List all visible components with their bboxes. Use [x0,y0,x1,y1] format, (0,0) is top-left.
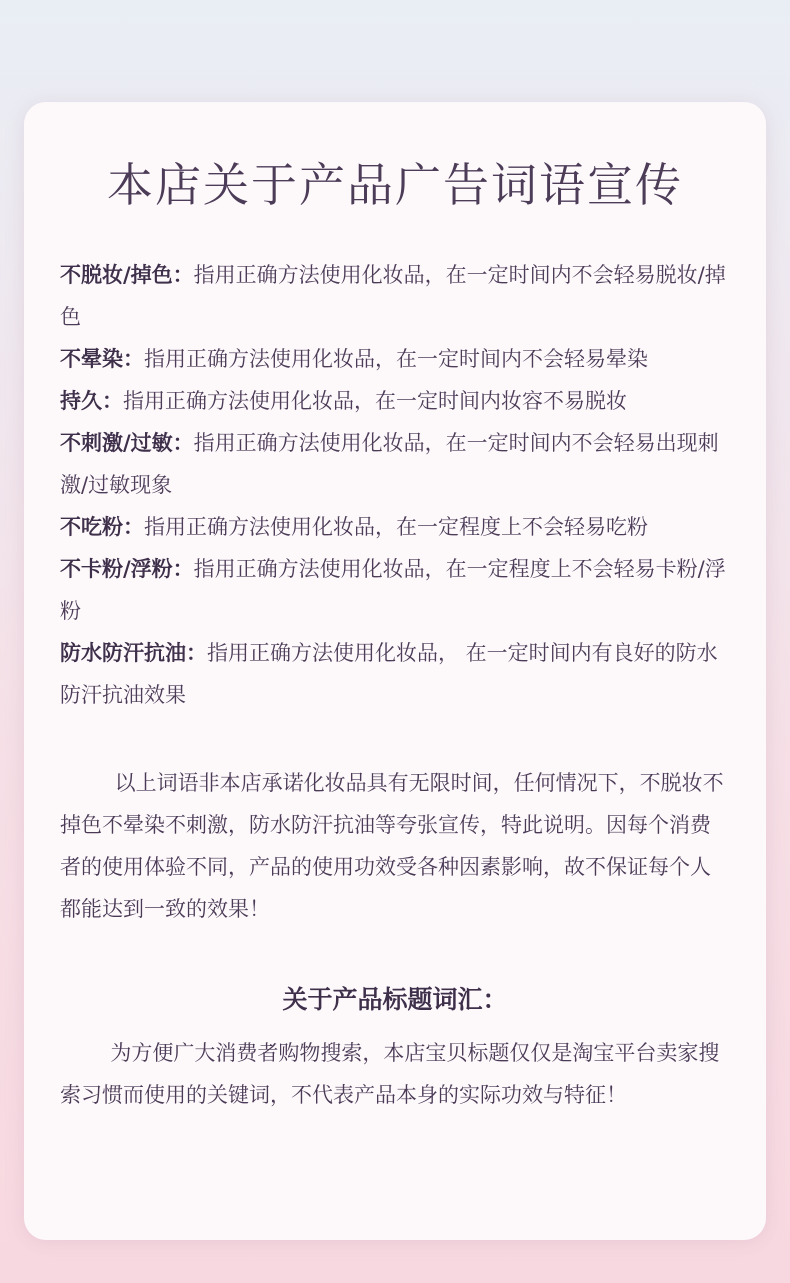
term-text: 指用正确方法使用化妆品，在一定时间内不会轻易晕染 [144,347,648,371]
term-label: 防水防汗抗油： [60,641,207,665]
term-item [60,254,730,338]
title-notice-paragraph: 为方便广大消费者购物搜索，本店宝贝标题仅仅是淘宝平台卖家搜索习惯而使用的关键词，不代表产品本身的实际功效与特征！ [60,1041,720,1107]
term-text: 指用正确方法使用化妆品，在一定时间内不会轻易脱妆/掉色 [60,263,726,329]
term-item [60,422,730,506]
term-text: 指用正确方法使用化妆品， 在一定时间内有良好的防水防汗抗油效果 [60,641,718,707]
term-item [60,506,730,548]
term-label: 不卡粉/浮粉： [60,557,194,581]
term-text: 指用正确方法使用化妆品，在一定时间内不会轻易出现刺激/过敏现象 [60,431,719,497]
term-text: 指用正确方法使用化妆品，在一定时间内妆容不易脱妆 [123,389,627,413]
term-item [60,632,730,716]
term-label: 不脱妆/掉色： [60,263,194,287]
term-text: 指用正确方法使用化妆品，在一定程度上不会轻易卡粉/浮粉 [60,557,726,623]
term-label: 不吃粉： [60,515,144,539]
term-item [60,380,730,422]
disclaimer-paragraph: 以上词语非本店承诺化妆品具有无限时间，任何情况下，不脱妆不掉色不晕染不刺激，防水防汗抗油等夸张宣传，特此说明。因每个消费者的使用体验不同，产品的使用功效受各种因素影响，故不保证每个人都能达到一致的效果！ [60,771,724,921]
term-item [60,338,730,380]
title-notice-heading: 关于产品标题词汇： [282,985,508,1014]
notice-card [24,102,766,1240]
term-label: 不刺激/过敏： [60,431,194,455]
term-item [60,548,730,632]
page-title: 本店关于产品广告词语宣传 [107,158,683,212]
term-list [60,254,730,716]
term-label: 不晕染： [60,347,144,371]
term-text: 指用正确方法使用化妆品，在一定程度上不会轻易吃粉 [144,515,648,539]
term-label: 持久： [60,389,123,413]
